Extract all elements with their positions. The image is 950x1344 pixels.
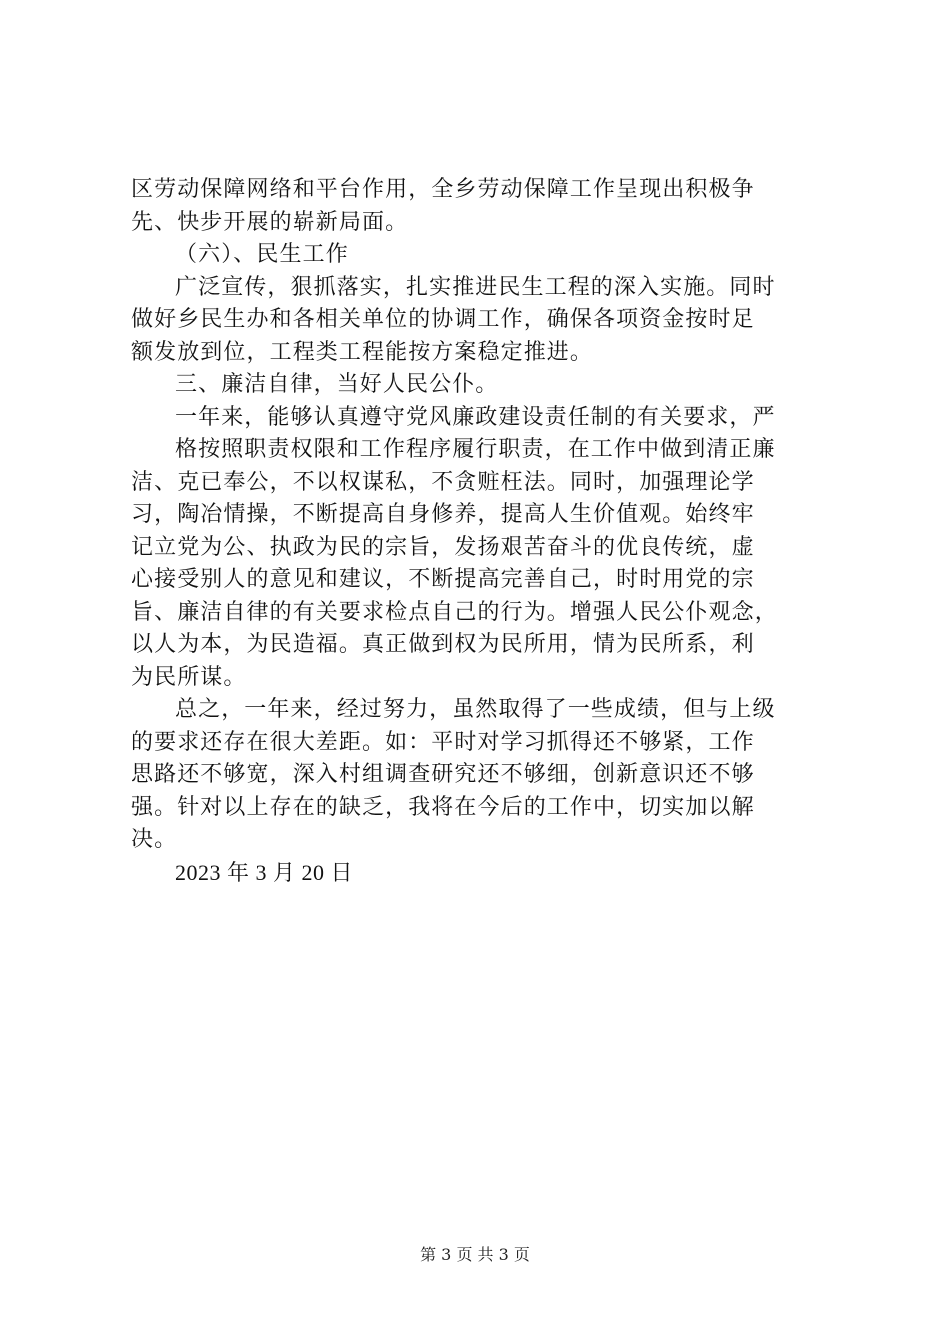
- text-line: 旨、廉洁自律的有关要求检点自己的行为。增强人民公仆观念，: [131, 599, 778, 625]
- text-line: 区劳动保障网络和平台作用，全乡劳动保障工作呈现出积极争: [131, 177, 755, 202]
- page-number-label: 第 3 页 共 3 页: [420, 1245, 530, 1264]
- document-date: 2023 年 3 月 20 日: [175, 859, 354, 885]
- text-line: 洁、克已奉公，不以权谋私，不贪赃枉法。同时，加强理论学: [131, 469, 755, 495]
- text-line: 格按照职责权限和工作程序履行职责，在工作中做到清正廉: [175, 437, 776, 462]
- text-line: 额发放到位，工程类工程能按方案稳定推进。: [131, 339, 594, 365]
- text-line: 习，陶冶情操，不断提高自身修养，提高人生价值观。始终牢: [131, 502, 755, 527]
- page-footer: [0, 1245, 950, 1265]
- text-line: 强。针对以上存在的缺乏，我将在今后的工作中，切实加以解: [131, 794, 755, 820]
- text-line: 的要求还存在很大差距。如：平时对学习抓得还不够紧，工作: [131, 729, 755, 755]
- text-line: 先、快步开展的崭新局面。: [131, 209, 409, 235]
- paragraph-start: 广泛宣传，狠抓落实，扎实推进民生工程的深入实施。同时: [175, 274, 776, 300]
- text-line: 以人为本，为民造福。真正做到权为民所用，情为民所系，利: [131, 632, 755, 657]
- text-line: 心接受别人的意见和建议，不断提高完善自己，时时用党的宗: [131, 567, 755, 592]
- paragraph-start: 一年来，能够认真遵守党风廉政建设责任制的有关要求，严: [175, 404, 776, 430]
- text-line: 记立党为公、执政为民的宗旨，发扬艰苦奋斗的优良传统，虚: [131, 534, 755, 560]
- text-line: 思路还不够宽，深入村组调查研究还不够细，创新意识还不够: [131, 762, 755, 787]
- text-line: 为民所谋。: [131, 664, 247, 690]
- document-body: [131, 174, 831, 889]
- section-heading: （六）、民生工作: [175, 242, 349, 267]
- text-line: 做好乡民生办和各相关单位的协调工作，确保各项资金按时足: [131, 307, 755, 332]
- paragraph-start: 总之，一年来，经过努力，虽然取得了一些成绩，但与上级: [175, 697, 776, 722]
- section-heading: 三、廉洁自律，当好人民公仆。: [175, 372, 499, 397]
- text-line: 决。: [131, 827, 178, 852]
